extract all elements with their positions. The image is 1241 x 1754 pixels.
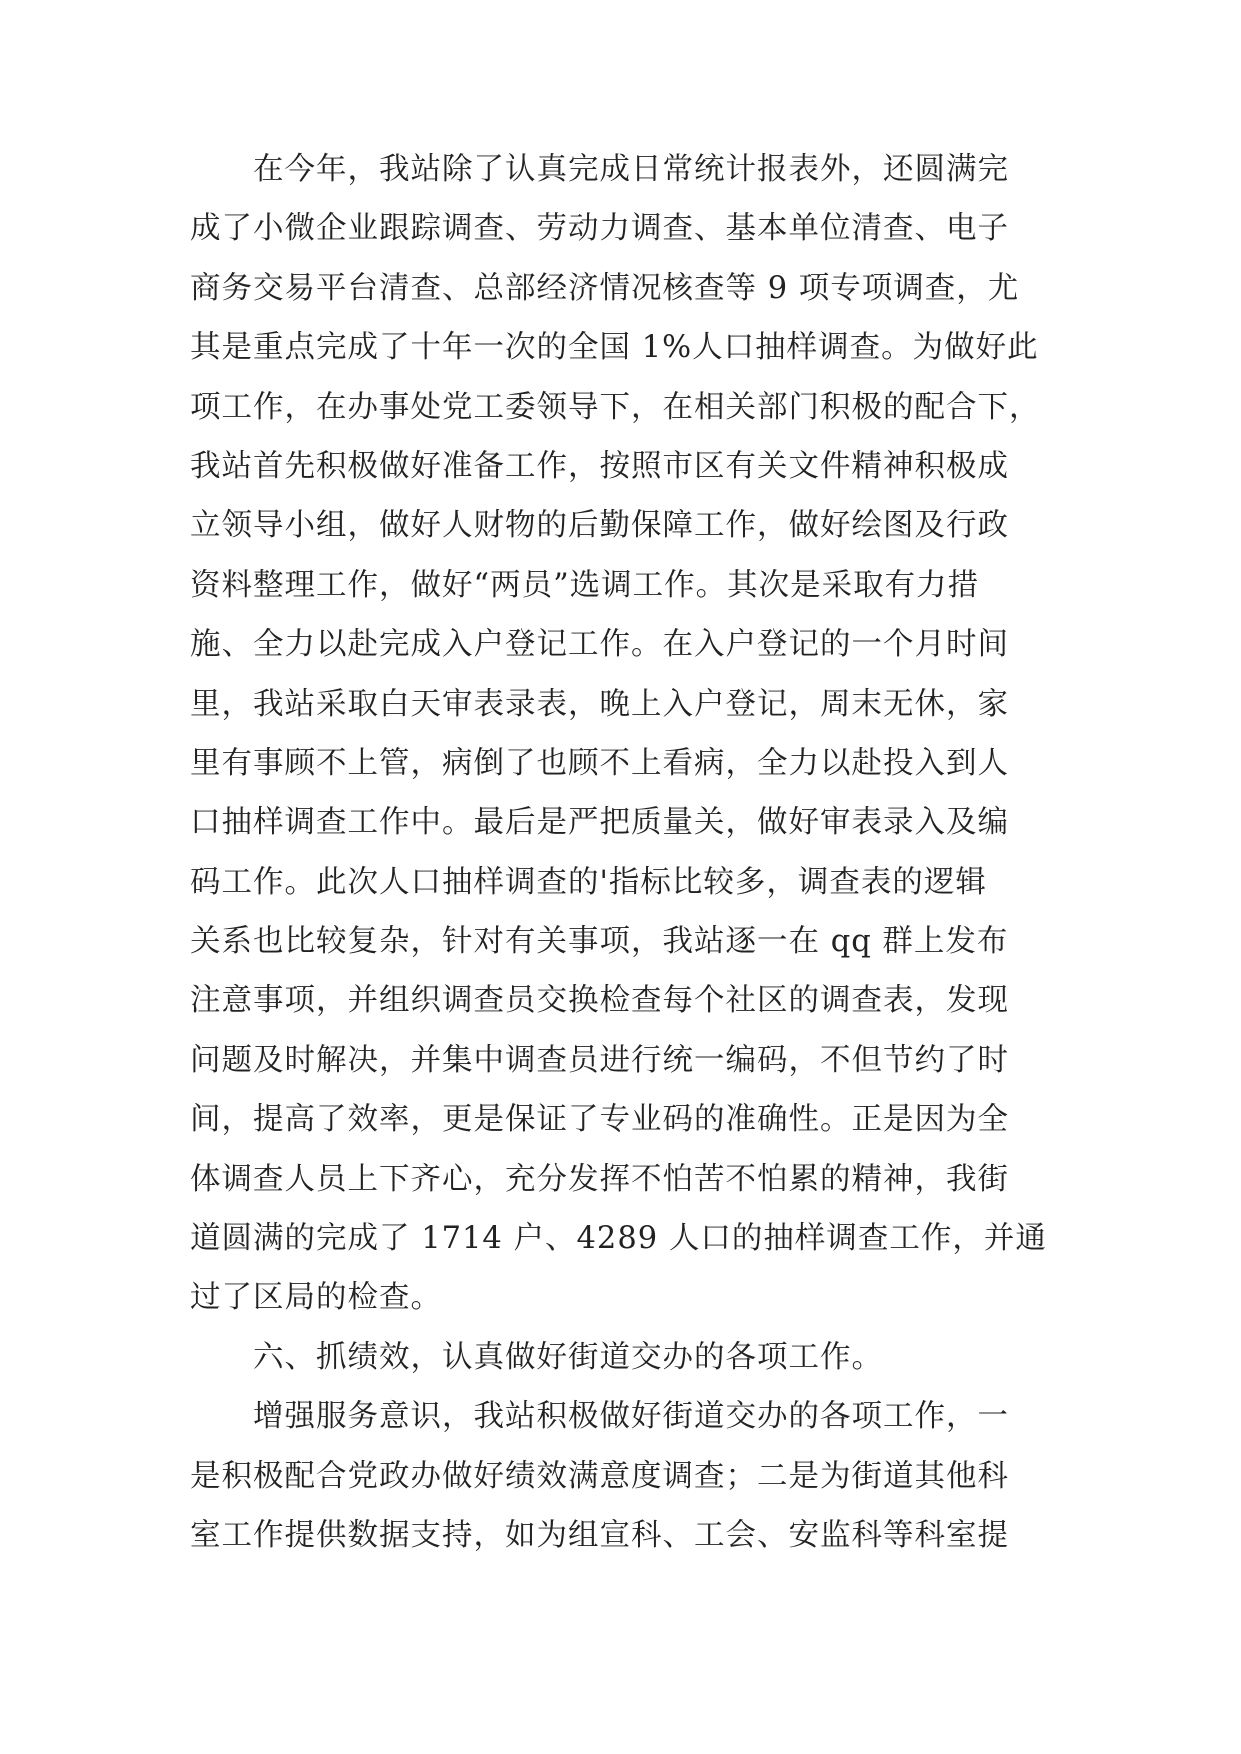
text-line-16: 问题及时解决，并集中调查员进行统一编码，不但节约了时 xyxy=(190,1042,1009,1078)
text-line-14: 关系也比较复杂，针对有关事项，我站逐一在 qq 群上发布 xyxy=(190,924,1009,960)
text-line-3: 商务交易平台清查、总部经济情况核查等 9 项专项调查，尤 xyxy=(190,270,1020,306)
text-line-6: 我站首先积极做好准备工作，按照市区有关文件精神积极成 xyxy=(190,448,1009,484)
text-line-8: 资料整理工作，做好“两员”选调工作。其次是采取有力措 xyxy=(190,567,980,603)
text-line-24: 室工作提供数据支持，如为组宣科、工会、安监科等科室提 xyxy=(190,1517,1009,1553)
text-line-1: 在今年，我站除了认真完成日常统计报表外，还圆满完 xyxy=(190,152,1009,187)
document-page xyxy=(190,140,1050,1565)
text-line-22: 增强服务意识，我站积极做好街道交办的各项工作，一 xyxy=(190,1399,1009,1435)
text-line-5: 项工作，在办事处党工委领导下，在相关部门积极的配合下， xyxy=(190,389,1041,425)
text-line-15: 注意事项，并组织调查员交换检查每个社区的调查表，发现 xyxy=(190,983,1009,1019)
section-heading-six: 六、抓绩效，认真做好街道交办的各项工作。 xyxy=(190,1339,883,1375)
text-line-19: 道圆满的完成了 1714 户、4289 人口的抽样调查工作，并通 xyxy=(190,1221,1047,1257)
text-line-12: 口抽样调查工作中。最后是严把质量关，做好审表录入及编 xyxy=(190,805,1009,841)
text-line-2: 成了小微企业跟踪调查、劳动力调查、基本单位清查、电子 xyxy=(190,211,1009,247)
text-line-18: 体调查人员上下齐心，充分发挥不怕苦不怕累的精神，我街 xyxy=(190,1161,1009,1197)
text-line-9: 施、全力以赴完成入户登记工作。在入户登记的一个月时间 xyxy=(190,627,1009,663)
text-line-4: 其是重点完成了十年一次的全国 1%人口抽样调查。为做好此 xyxy=(190,330,1039,366)
text-line-13: 码工作。此次人口抽样调查的'指标比较多，调查表的逻辑 xyxy=(190,864,987,900)
text-line-23: 是积极配合党政办做好绩效满意度调查；二是为街道其他科 xyxy=(190,1458,1009,1494)
text-line-17: 间，提高了效率，更是保证了专业码的准确性。正是因为全 xyxy=(190,1102,1009,1138)
text-line-7: 立领导小组，做好人财物的后勤保障工作，做好绘图及行政 xyxy=(190,508,1009,544)
text-line-20: 过了区局的检查。 xyxy=(190,1280,442,1316)
text-line-11: 里有事顾不上管，病倒了也顾不上看病，全力以赴投入到人 xyxy=(190,745,1009,781)
text-line-10: 里，我站采取白天审表录表，晚上入户登记，周末无休，家 xyxy=(190,686,1009,722)
